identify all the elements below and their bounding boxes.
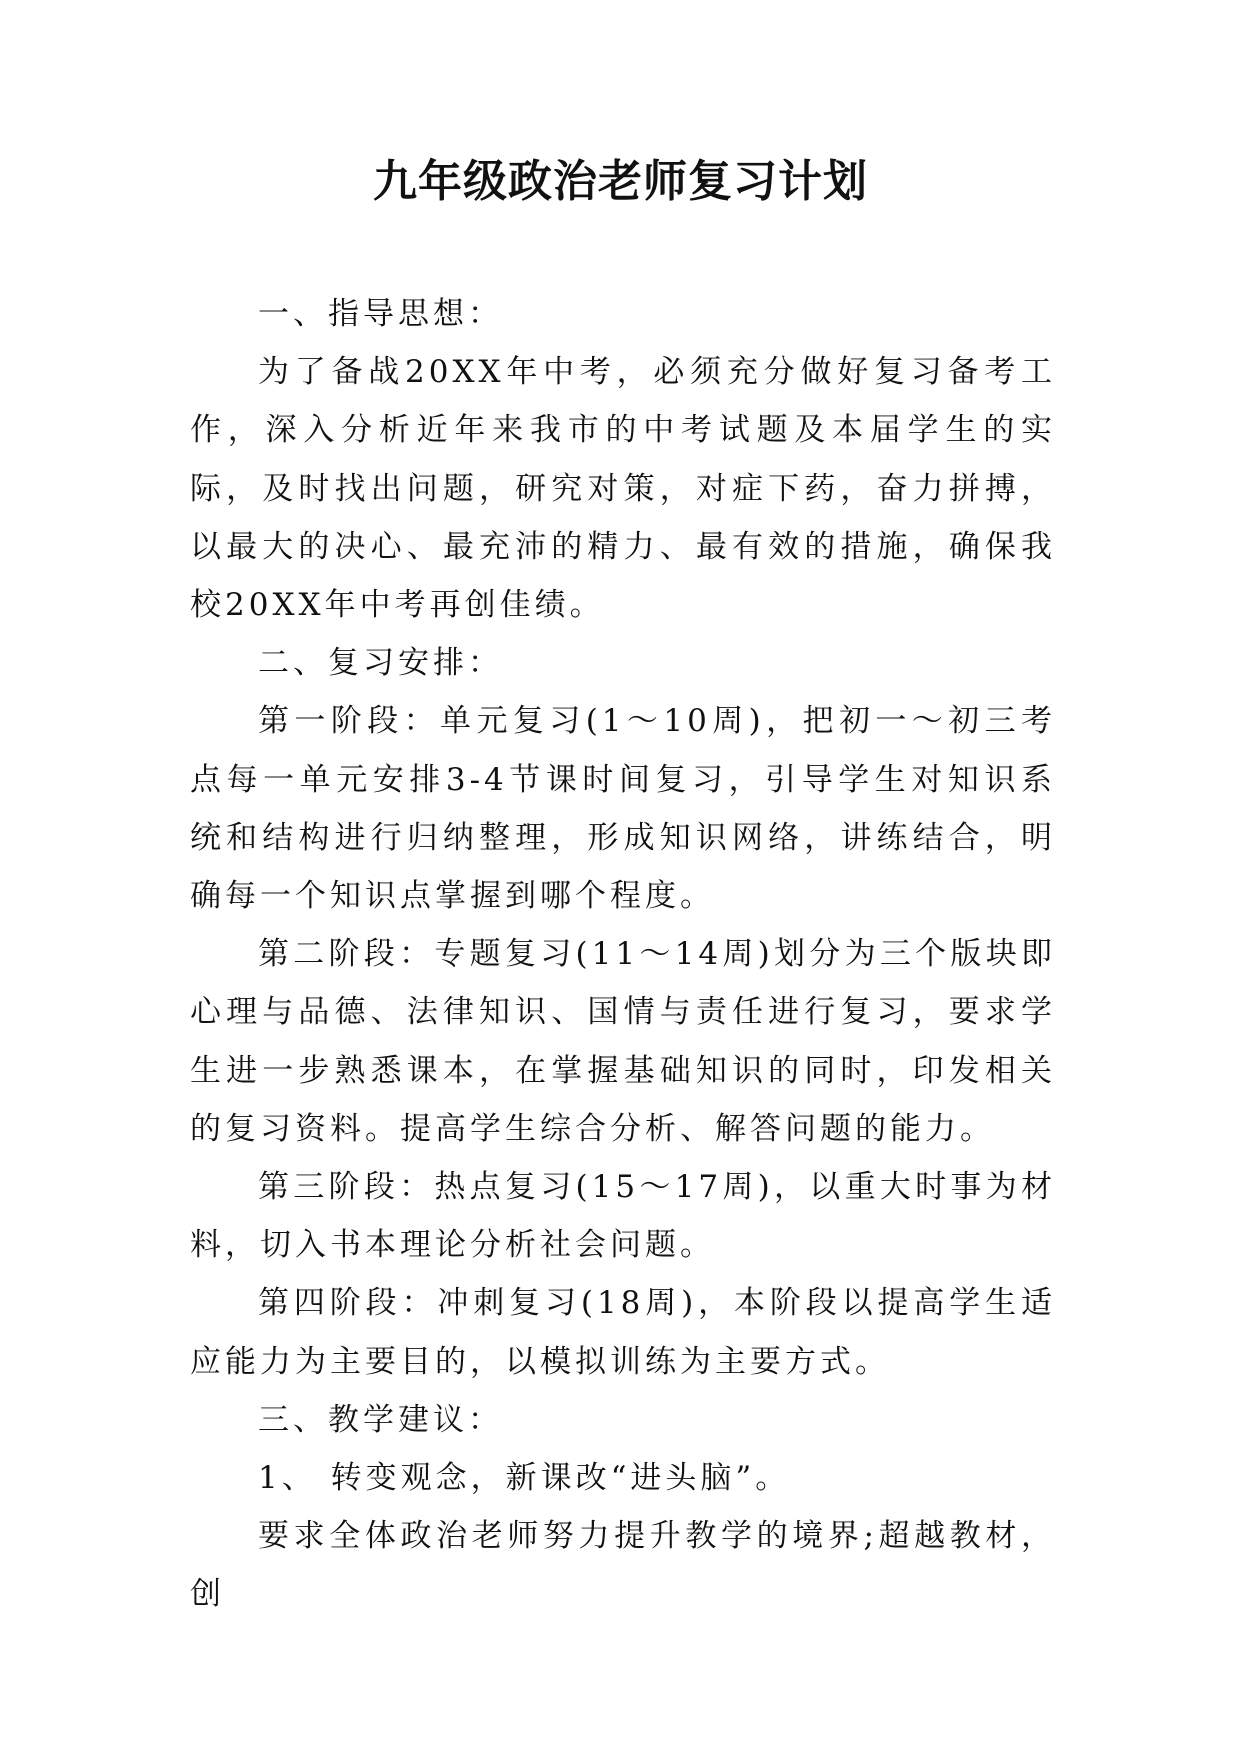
paragraph-stage-two: 第二阶段：专题复习(11～14周)划分为三个版块即心理与品德、法律知识、国情与责任进行复习，要求学生进一步熟悉课本，在掌握基础知识的同时，印发相关的复习资料。提高学生综合分析、解答问题的能力。 (190, 936, 1056, 1147)
paragraph-stage-one: 第一阶段：单元复习(1～10周)，把初一～初三考点每一单元安排3-4节课时间复习，引导学生对知识系统和结构进行归纳整理，形成知识网络，讲练结合，明确每一个知识点掌握到哪个程度。 (190, 703, 1056, 915)
paragraph-suggestion-one-detail: 要求全体政治老师努力提升教学的境界;超越教材，创 (190, 1518, 1056, 1613)
list-item-suggestion-one: 1、 转变观念，新课改“进头脑”。 (258, 1460, 791, 1497)
paragraph-stage-three: 第三阶段：热点复习(15～17周)，以重大时事为材料，切入书本理论分析社会问题。 (190, 1169, 1056, 1264)
section-heading-guiding-thought: 一、指导思想： (258, 296, 503, 332)
document-body (190, 285, 1056, 1624)
document-title: 九年级政治老师复习计划 (373, 156, 868, 207)
paragraph-stage-four: 第四阶段：冲刺复习(18周)，本阶段以提高学生适应能力为主要目的，以模拟训练为主要方式。 (190, 1285, 1056, 1380)
paragraph-guiding-thought: 为了备战20XX年中考，必须充分做好复习备考工作，深入分析近年来我市的中考试题及本届学生的实际，及时找出问题，研究对策，对症下药，奋力拼搏，以最大的决心、最充沛的精力、最有效的措施，确保我校20XX年中考再创佳绩。 (190, 354, 1056, 624)
section-heading-review-arrangement: 二、复习安排： (258, 645, 503, 682)
section-heading-teaching-suggestions: 三、教学建议： (258, 1401, 503, 1438)
